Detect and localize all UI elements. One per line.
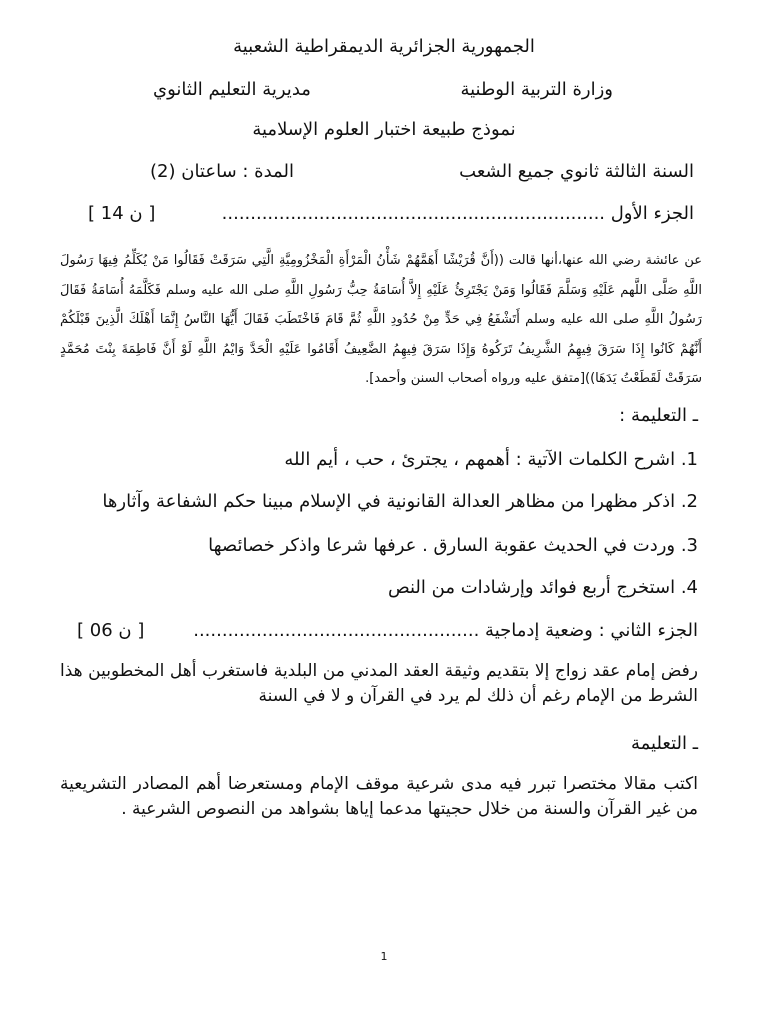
situation-paragraph: رفض إمام عقد زواج إلا بتقديم وثيقة العقد المدني من البلدية فاستغرب أهل المخطوبين هذا الشرط من الإمام رغم أن ذلك لم يرد في القرآن و لا في السنة [60, 661, 698, 706]
task-paragraph: اكتب مقالا مختصرا تبرر فيه مدى شرعية موقف الإمام ومستعرضا أهم المصادر التشريعية من غير القرآن والسنة من خلال حجيتها مدعما إياها بشواهد من النصوص الشرعية . [60, 774, 698, 819]
part1-instruction-label: ـ التعليمة : [619, 405, 698, 426]
part2-title: الجزء الثاني : وضعية إدماجية .................................................. [193, 620, 698, 641]
level-label: السنة الثالثة ثانوي جميع الشعب [459, 161, 694, 182]
question-1: 1. اشرح الكلمات الآتية : أهمهم ، يجترئ ، حب ، أيم الله [284, 449, 698, 470]
page-number: 1 [380, 950, 388, 963]
directorate-heading: مديرية التعليم الثانوي [153, 79, 311, 100]
task-text [60, 772, 698, 822]
republic-heading: الجمهورية الجزائرية الديمقراطية الشعبية [233, 36, 535, 57]
hadith-text [60, 246, 702, 394]
hadith-paragraph: عن عائشة رضي الله عنها،أنها قالت ((أَنَّ قُرَيْشًا أَهَمَّهُمْ شَأْنُ الْمَرْأَةِ الْمَخْزُومِيَّةِ الَّتِي سَرَقَتْ فَقَالُوا مَنْ يُكَلِّمُ فِيهَا رَسُولَ اللَّهِ صَلَّى اللَّهم عَلَيْهِ وَسَلَّمَ فَقَالُوا وَمَنْ يَجْتَرِئُ عَلَيْهِ إِلاَّ أُسَامَةُ حِبُّ رَسُولِ اللَّهِ صلى الله عليه وسلم فَكَلَّمَهُ أُسَامَةُ فَقَالَ رَسُولُ اللَّهِ صلى الله عليه وسلم أَتَشْفَعُ فِي حَدٍّ مِنْ حُدُودِ اللَّهِ ثُمَّ قَامَ فَاخْتَطَبَ فَقَالَ أَيُّهَا النَّاسُ إِنَّمَا أَهْلَكَ الَّذِينَ قَبْلَكُمْ أَنَّهُمْ كَانُوا إِذَا سَرَقَ فِيهِمُ الشَّرِيفُ تَرَكُوهُ وَإِذَا سَرَقَ فِيهِمُ الضَّعِيفُ أَقَامُوا عَلَيْهِ الْحَدَّ وَايْمُ اللَّهِ لَوْ أَنَّ فَاطِمَةَ بِنْتَ مُحَمَّدٍ سَرَقَتْ لَقَطَعْتُ يَدَهَا))[متفق عليه ورواه أصحاب السنن وأحمد]. [60, 253, 702, 386]
question-3: 3. وردت في الحديث عقوبة السارق . عرفها شرعا واذكر خصائصها [208, 535, 698, 556]
question-4: 4. استخرج أربع فوائد وإرشادات من النص [387, 577, 698, 598]
ministry-heading: وزارة التربية الوطنية [460, 79, 613, 100]
part2-points: [ 06 ن ] [77, 620, 145, 641]
part1-points: [ 14 ن ] [88, 203, 156, 224]
question-2: 2. اذكر مظهرا من مظاهر العدالة القانونية في الإسلام مبينا حكم الشفاعة وآثارها [102, 491, 698, 512]
exam-model-heading: نموذج طبيعة اختبار العلوم الإسلامية [252, 119, 516, 140]
duration-label: المدة : ساعتان (2) [150, 161, 294, 182]
part2-instruction-label: ـ التعليمة [630, 733, 698, 754]
situation-text [60, 659, 698, 709]
part1-title: الجزء الأول ................................................................... [221, 203, 694, 224]
